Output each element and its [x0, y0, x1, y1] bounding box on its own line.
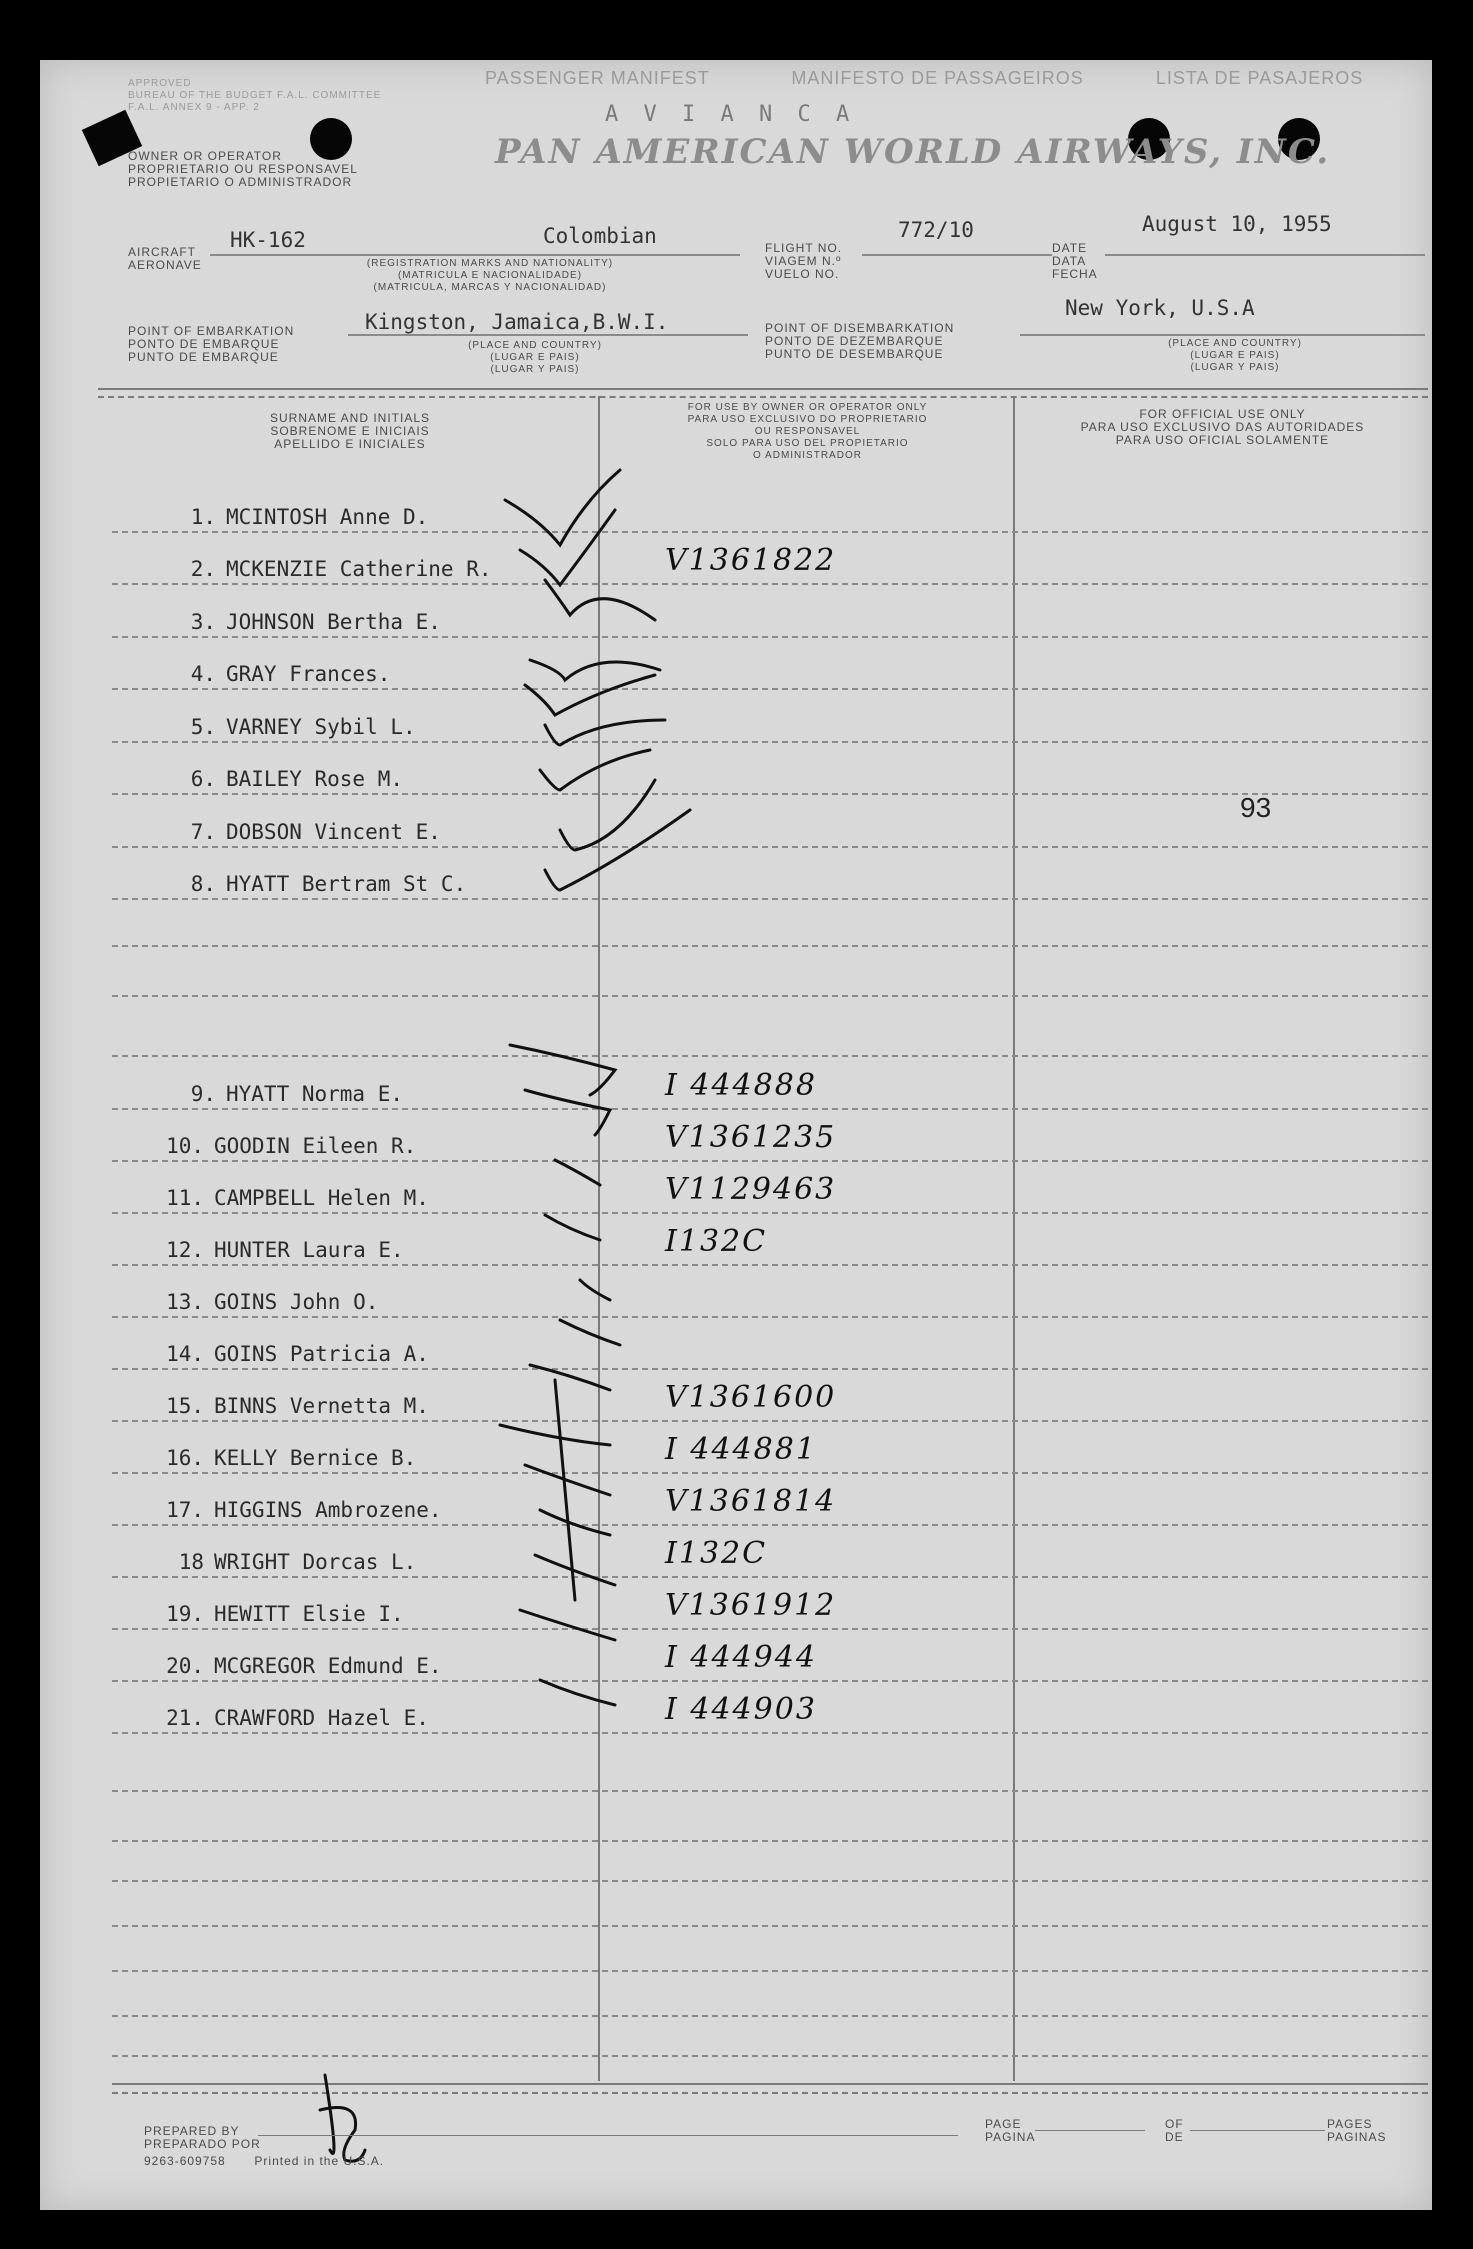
pages-label-pt: PAGINAS — [1327, 2130, 1387, 2144]
passport-note: I132C — [665, 1536, 768, 1571]
check-mark — [525, 675, 655, 715]
place-label: (LUGAR Y PAIS) — [1190, 362, 1280, 373]
passenger-number: 20. — [166, 1654, 204, 1678]
company-name: PAN AMERICAN WORLD AIRWAYS, INC. — [495, 132, 1331, 172]
aircraft-label-pt: AERONAVE — [128, 258, 202, 272]
passenger-name: HUNTER Laura E. — [214, 1238, 404, 1262]
check-mark — [580, 1280, 610, 1300]
registration-label: (REGISTRATION MARKS AND NATIONALITY) — [366, 258, 614, 269]
page-label — [985, 2118, 1035, 2144]
check-mark — [535, 1555, 615, 1585]
prepared-line: PREPARED BY — [144, 2124, 240, 2138]
passenger-number: 7. — [190, 820, 216, 844]
passenger-name: HIGGINS Ambrozene. — [214, 1498, 442, 1522]
aircraft-value: HK-162 — [230, 228, 306, 252]
disembarkation-value: New York, U.S.A — [1065, 296, 1255, 320]
passport-note: I 444888 — [665, 1068, 817, 1103]
passenger-name: MCGREGOR Edmund E. — [214, 1654, 442, 1678]
owner-header-line: SOLO PARA USO DEL PROPIETARIO — [706, 438, 909, 449]
passenger-name: MCINTOSH Anne D. — [226, 505, 429, 529]
approval-line: BUREAU OF THE BUDGET F.A.L. COMMITTEE — [128, 90, 382, 101]
place-label: (PLACE AND COUNTRY) — [468, 340, 602, 351]
operator-label: OWNER OR OPERATOR — [128, 149, 282, 163]
passenger-number: 14. — [166, 1342, 204, 1366]
passenger-number: 10. — [166, 1134, 204, 1158]
place-label: (LUGAR Y PAIS) — [490, 364, 580, 375]
passenger-name: HYATT Norma E. — [226, 1082, 404, 1106]
prepared-underline — [258, 2135, 958, 2136]
flight-label-pt: VIAGEM N.º — [765, 254, 842, 268]
passenger-number: 9. — [190, 1082, 216, 1106]
check-mark — [510, 1045, 615, 1095]
passenger-number: 5. — [190, 715, 216, 739]
passenger-name: GRAY Frances. — [226, 662, 391, 686]
passenger-name: GOINS John O. — [214, 1290, 379, 1314]
nationality-value: Colombian — [543, 224, 657, 248]
passport-note: V1129463 — [665, 1172, 837, 1207]
check-mark — [560, 1320, 620, 1345]
flight-label-es: VUELO NO. — [765, 267, 840, 281]
passenger-name: HYATT Bertram St C. — [226, 872, 467, 896]
passport-note: I 444881 — [665, 1432, 817, 1467]
place-label: (PLACE AND COUNTRY) — [1168, 338, 1302, 349]
manifest-title-en: PASSENGER MANIFEST — [485, 68, 710, 88]
passenger-number: 11. — [166, 1186, 204, 1210]
passenger-number: 8. — [190, 872, 216, 896]
check-mark — [545, 1215, 600, 1240]
prepared-by-label — [144, 2125, 384, 2168]
check-mark — [520, 1610, 615, 1640]
aircraft-label-en: AIRCRAFT — [128, 245, 196, 259]
passenger-name: GOINS Patricia A. — [214, 1342, 429, 1366]
registration-label: (MATRICULA E NACIONALIDADE) — [397, 270, 583, 281]
date-label-es: FECHA — [1052, 267, 1098, 281]
official-header-line: FOR OFFICIAL USE ONLY — [1139, 407, 1306, 421]
passenger-number: 2. — [190, 557, 216, 581]
page-label-pt: PAGINA — [985, 2130, 1036, 2144]
passenger-name: MCKENZIE Catherine R. — [226, 557, 492, 581]
check-mark — [500, 1425, 610, 1445]
flight-value: 772/10 — [898, 218, 974, 242]
check-mark — [530, 1365, 610, 1390]
passport-note: I132C — [665, 1224, 768, 1259]
passenger-name: BINNS Vernetta M. — [214, 1394, 429, 1418]
form-number-value: 9263-609758 — [144, 2154, 226, 2168]
passenger-number: 21. — [166, 1706, 204, 1730]
embark-label-es: PUNTO DE EMBARQUE — [128, 350, 279, 364]
check-mark — [545, 580, 655, 620]
passenger-name: GOODIN Eileen R. — [214, 1134, 417, 1158]
official-header-line: PARA USO EXCLUSIVO DAS AUTORIDADES — [1080, 420, 1365, 434]
embark-label-en: POINT OF EMBARKATION — [128, 324, 295, 338]
official-header-line: PARA USO OFICIAL SOLAMENTE — [1115, 433, 1330, 447]
pages-label — [1327, 2118, 1386, 2144]
approval-line: APPROVED — [128, 78, 192, 89]
operator-label: PROPRIETARIO OU RESPONSAVEL — [128, 162, 358, 176]
check-mark — [540, 750, 650, 790]
passenger-name: DOBSON Vincent E. — [226, 820, 441, 844]
prepared-line: PREPARADO POR — [144, 2137, 261, 2151]
passenger-number: 3. — [190, 610, 216, 634]
passenger-name: VARNEY Sybil L. — [226, 715, 416, 739]
passenger-name: HEWITT Elsie I. — [214, 1602, 404, 1626]
check-mark — [555, 1160, 600, 1185]
passport-note: V1361822 — [665, 543, 837, 578]
passenger-number: 19. — [166, 1602, 204, 1626]
passenger-number: 13. — [166, 1290, 204, 1314]
passenger-number: 12. — [166, 1238, 204, 1262]
form-number — [144, 2155, 384, 2168]
check-mark — [545, 810, 690, 890]
passenger-name: WRIGHT Dorcas L. — [214, 1550, 417, 1574]
passenger-number: 17. — [166, 1498, 204, 1522]
owner-header-line: O ADMINISTRADOR — [753, 450, 862, 461]
check-mark — [545, 720, 665, 745]
embarkation-value: Kingston, Jamaica,B.W.I. — [365, 310, 669, 334]
of-label-en: OF — [1165, 2117, 1184, 2131]
check-mark — [505, 470, 620, 545]
disembark-label-pt: PONTO DE DEZEMBARQUE — [765, 334, 944, 348]
names-header-line: SURNAME AND INITIALS — [269, 411, 431, 425]
passport-note: V1361912 — [665, 1588, 837, 1623]
page-label-en: PAGE — [985, 2117, 1022, 2131]
passenger-number: 1. — [190, 505, 216, 529]
passenger-number: 6. — [190, 767, 216, 791]
check-mark — [525, 1465, 610, 1495]
date-label-en: DATE — [1052, 241, 1088, 255]
of-underline — [1190, 2130, 1325, 2131]
names-header-line: SOBRENOME E INICIAIS — [270, 424, 430, 438]
pages-label-en: PAGES — [1327, 2117, 1373, 2131]
disembark-label-en: POINT OF DISEMBARKATION — [765, 321, 955, 335]
owner-header-line: FOR USE BY OWNER OR OPERATOR ONLY — [687, 402, 928, 413]
place-label: (LUGAR E PAIS) — [1190, 350, 1280, 361]
registration-label: (MATRICULA, MARCAS Y NACIONALIDAD) — [373, 282, 607, 293]
manifest-title-pt: MANIFESTO DE PASSAGEIROS — [791, 68, 1084, 88]
avianca-label: A V I A N C A — [605, 102, 856, 127]
embark-label-pt: PONTO DE EMBARQUE — [128, 337, 280, 351]
disembark-label-es: PUNTO DE DESEMBARQUE — [765, 347, 944, 361]
check-mark — [525, 1090, 610, 1135]
page-underline — [1035, 2130, 1145, 2131]
passport-note: I 444903 — [665, 1692, 817, 1727]
passenger-name: BAILEY Rose M. — [226, 767, 404, 791]
date-label-pt: DATA — [1052, 254, 1087, 268]
date-value: August 10, 1955 — [1142, 212, 1332, 236]
passport-note: V1361814 — [665, 1484, 837, 1519]
check-mark — [560, 780, 655, 850]
check-mark — [540, 1680, 615, 1705]
passenger-name: KELLY Bernice B. — [214, 1446, 417, 1470]
passenger-name: CAMPBELL Helen M. — [214, 1186, 429, 1210]
passenger-number: 15. — [166, 1394, 204, 1418]
of-label-pt: DE — [1165, 2130, 1184, 2144]
passenger-name: JOHNSON Bertha E. — [226, 610, 441, 634]
passenger-number: 16. — [166, 1446, 204, 1470]
passport-note: V1361600 — [665, 1380, 837, 1415]
approval-line: F.A.L. ANNEX 9 - APP. 2 — [128, 102, 260, 113]
passenger-name: CRAWFORD Hazel E. — [214, 1706, 429, 1730]
of-label — [1165, 2118, 1184, 2144]
passport-note: I 444944 — [665, 1640, 817, 1675]
names-header-line: APELLIDO E INICIALES — [274, 437, 426, 451]
passenger-number: 4. — [190, 662, 216, 686]
place-label: (LUGAR E PAIS) — [490, 352, 580, 363]
passenger-number: 18 — [178, 1550, 204, 1574]
operator-label: PROPIETARIO O ADMINISTRADOR — [128, 175, 353, 189]
manifest-title-es: LISTA DE PASAJEROS — [1155, 68, 1364, 88]
printed-note: Printed in the U.S.A. — [254, 2154, 385, 2168]
official-mark: 93 — [1240, 792, 1272, 823]
passport-note: V1361235 — [665, 1120, 837, 1155]
check-mark — [530, 660, 660, 680]
check-mark — [540, 1510, 610, 1535]
owner-header-line: OU RESPONSAVEL — [754, 426, 861, 437]
owner-header-line: PARA USO EXCLUSIVO DO PROPRIETARIO — [687, 414, 928, 425]
flight-label-en: FLIGHT NO. — [765, 241, 843, 255]
